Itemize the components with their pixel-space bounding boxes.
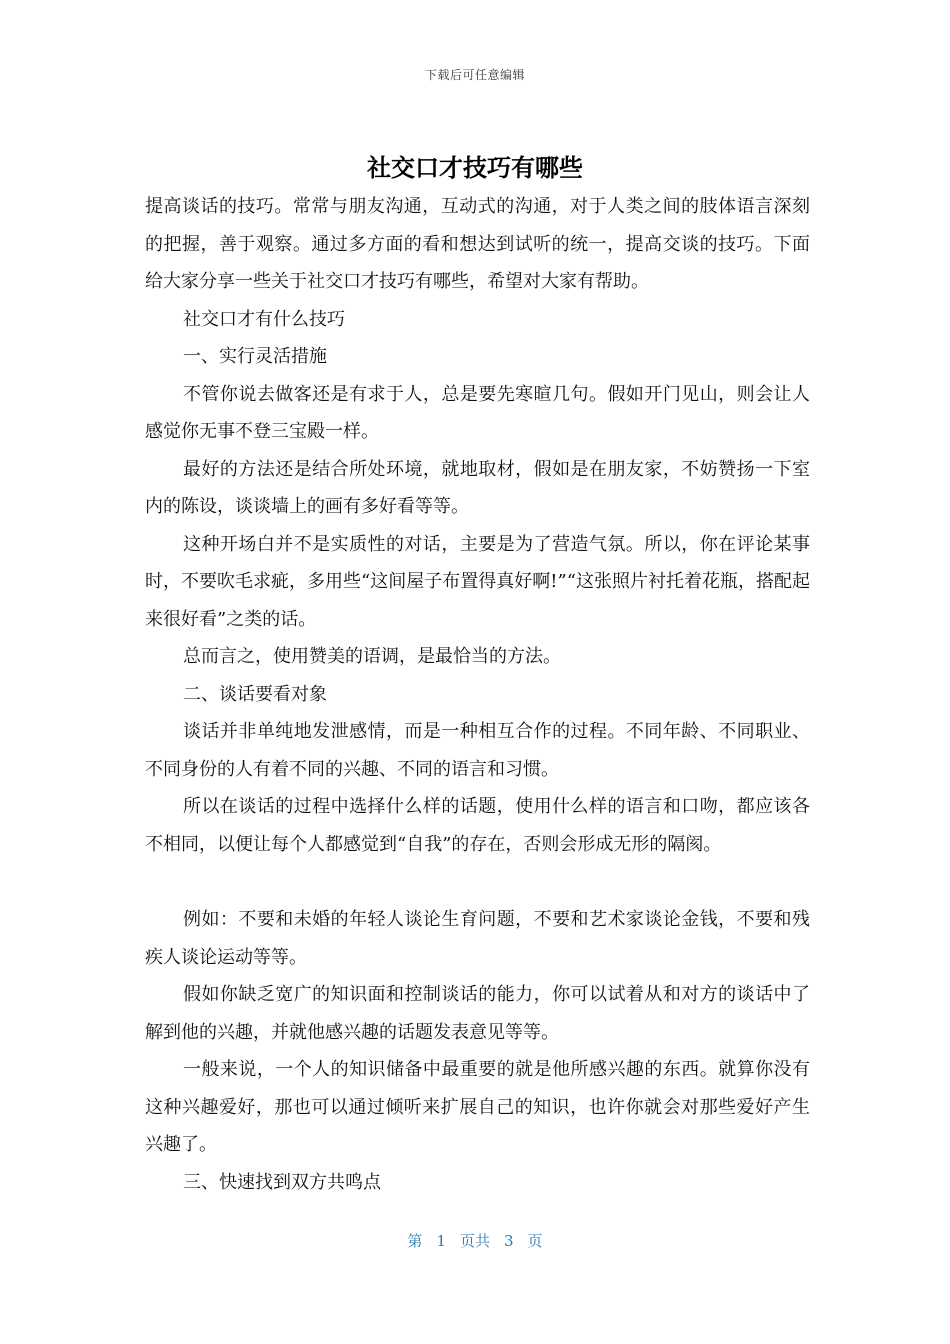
body-paragraph: 最好的方法还是结合所处环境，就地取材，假如是在朋友家，不妨赞扬一下室内的陈设，谈谈墙上的画有多好看等等。 — [145, 458, 810, 517]
body-paragraph: 谈话并非单纯地发泄感情，而是一种相互合作的过程。不同年龄、不同职业、不同身份的人有着不同的兴趣、不同的语言和习惯。 — [145, 721, 810, 780]
body-paragraph: 一般来说，一个人的知识储备中最重要的就是他所感兴趣的东西。就算你没有这种兴趣爱好，那也可以通过倾听来扩展自己的知识，也许你就会对那些爱好产生兴趣了。 — [145, 1059, 810, 1155]
document-title: 社交口才技巧有哪些 — [367, 154, 583, 182]
section-heading-2: 二、谈话要看对象 — [183, 683, 327, 705]
body-paragraph: 所以在谈话的过程中选择什么样的话题，使用什么样的语言和口吻，都应该各不相同，以便让每个人都感觉到“自我”的存在，否则会形成无形的隔阂。 — [145, 796, 810, 855]
intro-paragraph: 提高谈话的技巧。常常与朋友沟通，互动式的沟通，对于人类之间的肢体语言深刻的把握，善于观察。通过多方面的看和想达到试听的统一，提高交谈的技巧。下面给大家分享一些关于社交口才技巧有哪些，希望对大家有帮助。 — [145, 196, 810, 292]
page-number: 1 — [436, 1232, 446, 1250]
page-header: 下载后可任意编辑 — [424, 68, 525, 82]
page-footer — [0, 1230, 950, 1251]
section-heading-3: 三、快速找到双方共鸣点 — [183, 1171, 381, 1193]
page-total: 3 — [504, 1232, 514, 1250]
section-heading-1: 一、实行灵活措施 — [183, 346, 327, 367]
body-paragraph: 不管你说去做客还是有求于人，总是要先寒暄几句。假如开门见山，则会让人感觉你无事不登三宝殿一样。 — [145, 383, 810, 442]
footer-word: 页 — [527, 1232, 543, 1250]
body-paragraph: 总而言之，使用赞美的语调，是最恰当的方法。 — [183, 646, 561, 667]
body-paragraph: 例如：不要和未婚的年轻人谈论生育问题，不要和艺术家谈论金钱，不要和残疾人谈论运动等等。 — [145, 909, 810, 968]
body-paragraph: 这种开场白并不是实质性的对话，主要是为了营造气氛。所以，你在评论某事时，不要吹毛求疵，多用些“这间屋子布置得真好啊!”“这张照片衬托着花瓶，搭配起来很好看”之类的话。 — [145, 533, 810, 630]
section-heading: 社交口才有什么技巧 — [183, 308, 345, 330]
footer-word: 页共 — [459, 1232, 490, 1250]
footer-word: 第 — [407, 1232, 423, 1250]
document-body — [145, 188, 810, 1201]
body-paragraph: 假如你缺乏宽广的知识面和控制谈话的能力，你可以试着从和对方的谈话中了解到他的兴趣，并就他感兴趣的话题发表意见等等。 — [145, 984, 810, 1043]
